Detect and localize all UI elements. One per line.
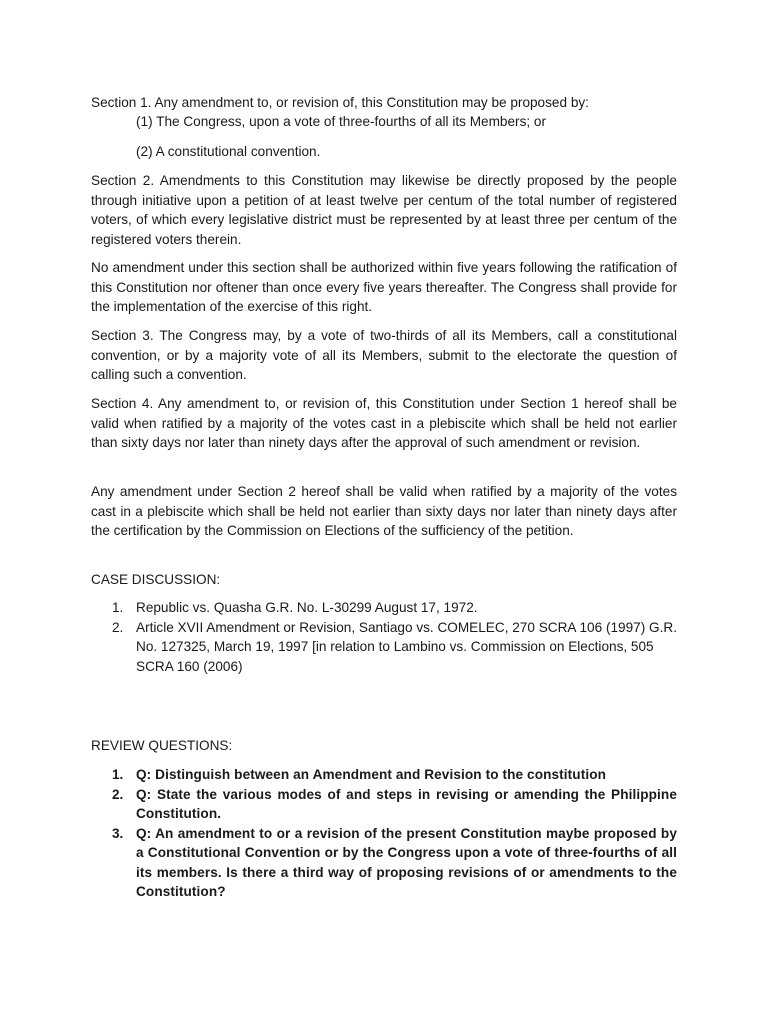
case-text: Article XVII Amendment or Revision, Santiago vs. COMELEC, 270 SCRA 106 (1997) G.R. No. 127325, March 19, 1997 [in relation to Lambino vs. Commission on Elections, 505 SCRA 160 (2006) (136, 619, 677, 674)
list-number: 1. (112, 600, 124, 615)
list-item (91, 785, 677, 824)
section-1-item-2: (2) A constitutional convention. (136, 144, 321, 159)
case-discussion-heading: CASE DISCUSSION: (91, 572, 221, 587)
question-text: Q: Distinguish between an Amendment and Revision to the constitution (136, 767, 607, 782)
list-item (91, 765, 677, 785)
list-number: 2. (112, 619, 124, 635)
list-number: 2. (112, 786, 124, 802)
section-2-paragraph: Section 2. Amendments to this Constitution may likewise be directly proposed by the people through initiative upon a petition of at least twelve per centum of the total number of registered voters, of which every legislative district must be represented by at least three per centum of the registered voters therein. (91, 173, 677, 247)
section-1-intro: Section 1. Any amendment to, or revision of, this Constitution may be proposed by: (91, 95, 589, 110)
section-1-item-1: (1) The Congress, upon a vote of three-fourths of all its Members; or (136, 114, 547, 129)
list-item (91, 824, 677, 902)
case-discussion-list (91, 598, 677, 676)
review-questions-heading: REVIEW QUESTIONS: (91, 738, 233, 753)
review-questions-list (91, 765, 677, 902)
section-2-paragraph-2: No amendment under this section shall be authorized within five years following the ratification of this Constitution nor oftener than once every five years thereafter. The Congress shall provide for the implementation of the exercise of this right. (91, 260, 677, 314)
list-item (91, 618, 677, 677)
list-number: 1. (112, 767, 124, 782)
list-number: 3. (112, 825, 124, 841)
question-text: Q: State the various modes of and steps in revising or amending the Philippine Constitution. (136, 786, 677, 821)
section-3-paragraph: Section 3. The Congress may, by a vote of two-thirds of all its Members, call a constitutional convention, or by a majority vote of all its Members, submit to the electorate the question of calling such a convention. (91, 328, 677, 382)
section-4-paragraph: Section 4. Any amendment to, or revision of, this Constitution under Section 1 hereof shall be valid when ratified by a majority of the votes cast in a plebiscite which shall be held not earlier than sixty days nor later than ninety days after the approval of such amendment or revision. (91, 396, 677, 450)
list-item (91, 598, 677, 618)
question-text: Q: An amendment to or a revision of the present Constitution maybe proposed by a Constitutional Convention or by the Congress upon a vote of three-fourths of all its members. Is there a third way of proposing revisions of or amendments to the Constitution? (136, 825, 677, 899)
section-4-paragraph-2: Any amendment under Section 2 hereof shall be valid when ratified by a majority of the votes cast in a plebiscite which shall be held not earlier than sixty days nor later than ninety days after the certification by the Commission on Elections of the sufficiency of the petition. (91, 484, 677, 538)
case-text: Republic vs. Quasha G.R. No. L-30299 August 17, 1972. (136, 600, 478, 615)
